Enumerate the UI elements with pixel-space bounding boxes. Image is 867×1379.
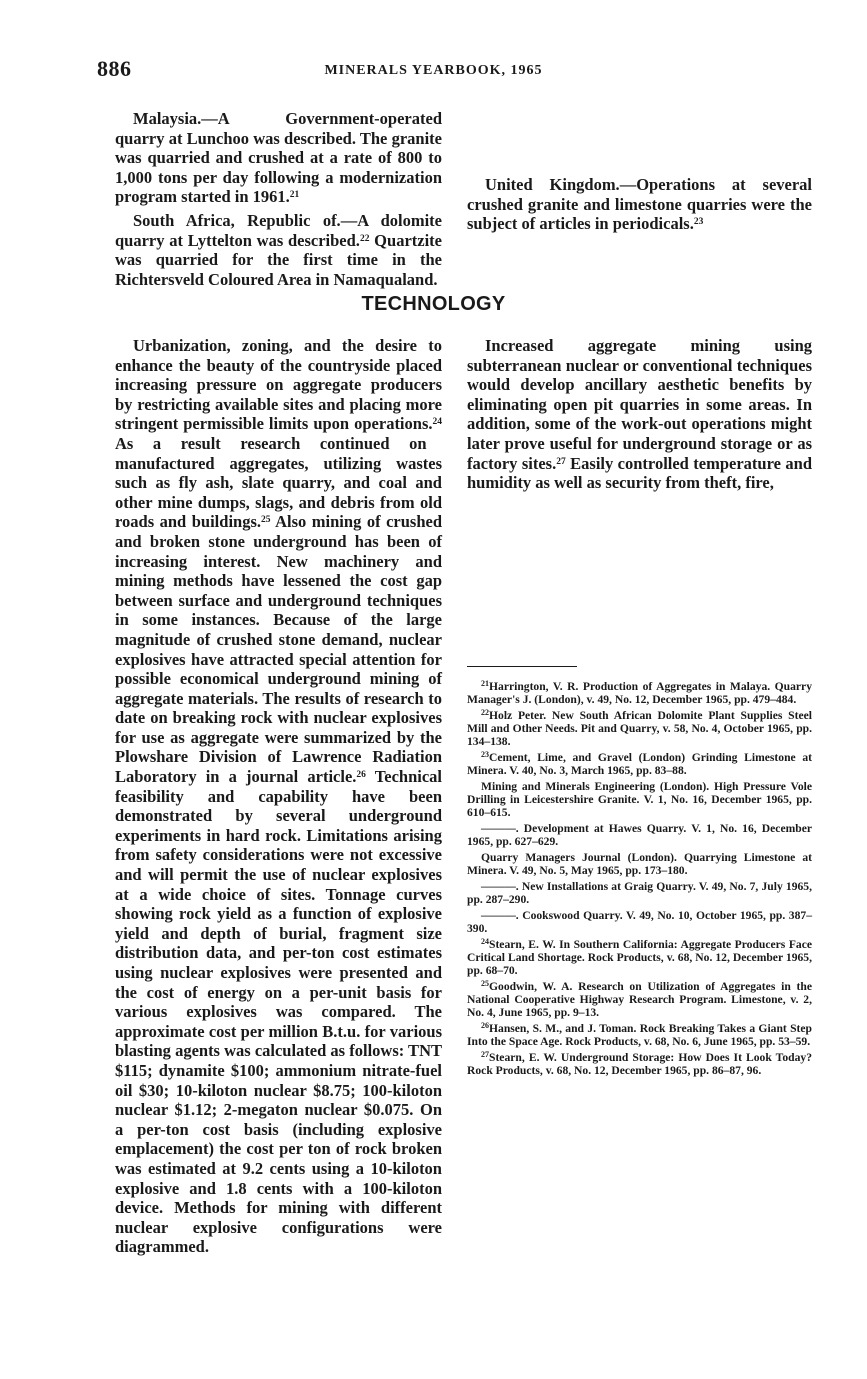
footnote-item [467, 1022, 812, 1048]
intro-left-column [115, 109, 442, 289]
technology-paragraph-2 [467, 336, 812, 493]
paragraph-united-kingdom [467, 175, 812, 234]
footnote-text: Hansen, S. M., and J. Toman. Rock Breaking Takes a Giant Step Into the Space Age. Rock Products, v. 68, No. 6, June 1965, pp. 53–59. [467, 1021, 812, 1049]
footnote-number: 26 [481, 1020, 489, 1030]
footnote-text: Stearn, E. W. In Southern California: Aggregate Producers Face Critical Land Shortage. Rock Products, v. 68, No. 12, December 1965, pp. 68–70. [467, 937, 812, 978]
footnote-item [467, 680, 812, 706]
technology-p2-text-a: Increased aggregate mining using subterranean nuclear or conventional techniques would develop ancillary aesthetic benefits by eliminating open pit quarries in some areas. In addition, some of the work-out operations might later prove useful for underground storage or as factory sites. [467, 336, 812, 473]
footnote-ref-21: 21 [289, 190, 300, 201]
footnote-item [467, 780, 812, 820]
footnote-text: Cement, Lime, and Gravel (London) Grinding Limestone at Minera. V. 40, No. 3, March 1965, pp. 83–88. [467, 751, 812, 778]
footnote-text: Mining and Minerals Engineering (London). High Pressure Vole Drilling in Leicestershire Granite. V. 1, No. 16, December 1965, pp. 610–615. [467, 779, 812, 820]
technology-left-column [115, 336, 442, 1257]
footnote-text: ———. New Installations at Graig Quarry. V. 49, No. 7, July 1965, pp. 287–290. [467, 879, 812, 907]
technology-p2-text-b: Easily controlled temperature and humidity as well as security from theft, fire, [467, 453, 812, 493]
technology-p1-text-a: Urbanization, zoning, and the desire to enhance the beauty of the countryside placed increasing pressure on aggregate producers by restricting available sites and placing more stringent permissible limits upon operations. [115, 336, 442, 434]
footnote-item [467, 822, 812, 848]
footnote-text: Goodwin, W. A. Research on Utilization of Aggregates in the National Cooperative Highway Research Program. Limestone, v. 2, No. 4, June 1965, pp. 9–13. [467, 979, 812, 1020]
footnote-text: ———. Development at Hawes Quarry. V. 1, No. 16, December 1965, pp. 627–629. [467, 822, 812, 849]
footnote-text: Quarry Managers Journal (London). Quarrying Limestone at Minera. V. 49, No. 5, May 1965, pp. 173–180. [467, 850, 812, 878]
footnote-item [467, 909, 812, 935]
footnote-number: 27 [481, 1049, 489, 1059]
footnote-rule [467, 666, 577, 667]
page-number: 886 [97, 56, 132, 81]
footnote-number: 21 [481, 679, 489, 688]
footnote-item [467, 980, 812, 1020]
technology-p1-text-c: Also mining of crushed and broken stone underground has been of increasing interest. New machinery and mining methods have lessened the cost gap between surface and underground techniques in some instances. Because of the large magnitude of crushed stone demand, nuclear explosives have attracted special attention for possible economical underground mining of aggregate materials. The results of research to date on breaking rock with nuclear explosives for use as aggregate were summarized by the Plowshare Division of Lawrence Radiation Laboratory in a journal article. [115, 512, 442, 787]
footnote-ref-25: 25 [261, 515, 271, 526]
technology-p1-text-d: Technical feasibility and capability have been demonstrated by several underground experiments in hard rock. Limitations arising from safety considerations were not excessive and will permit the use of nuclear explosives at a wide choice of sites. Tonnage curves showing rock yield as a function of explosive yield and depth of burial, fragment size distribution data, and per-ton cost estimates using nuclear explosives were presented and the cost of energy on a per-unit basis for various explosives was compared. The approximate cost per million B.t.u. for various blasting agents was calculated as follows: TNT $115; dynamite $100; ammonium nitrate-fuel oil $30; 10-kiloton nuclear $8.75; 100-kiloton nuclear $1.12; 2-megaton nuclear $0.075. On a per-ton cost basis (including explosive emplacement) the cost per ton of rock broken was estimated at 9.2 cents using a 10-kiloton explosive and 1.8 cents with a 100-kiloton device. Methods for mining with different nuclear explosive configurations were diagrammed. [115, 767, 442, 1257]
footnote-number: 25 [481, 978, 489, 988]
uk-text: —Operations at several crushed granite and limestone quarries were the subject of articles in periodicals. [467, 175, 812, 234]
footnote-item [467, 880, 812, 906]
section-heading-technology: TECHNOLOGY [361, 293, 506, 315]
footnote-text: Stearn, E. W. Underground Storage: How Does It Look Today? Rock Products, v. 68, No. 12, December 1965, pp. 86–87, 96. [467, 1050, 812, 1077]
intro-right-column [467, 109, 812, 234]
footnote-ref-27: 27 [556, 456, 566, 467]
malaysia-text: —A Government-operated quarry at Lunchoo was described. The granite was quarried and crushed at a rate of 800 to 1,000 tons per day following a modernization program started in 1961. [115, 109, 442, 207]
paragraph-south-africa [115, 211, 442, 289]
footnote-text: Holz Peter. New South African Dolomite Plant Supplies Steel Mill and Other Needs. Pit and Quarry, v. 58, No. 4, October 1965, pp. 134–138. [467, 708, 812, 749]
footnote-number: 23 [481, 750, 489, 760]
footnote-item [467, 709, 812, 749]
footnote-item [467, 938, 812, 978]
south-africa-text: —A dolomite quarry at Lyttelton was described. [115, 210, 442, 250]
country-heading-united-kingdom: United Kingdom. [485, 175, 620, 194]
country-heading-south-africa: South Africa, Republic of. [133, 210, 341, 230]
country-heading-malaysia: Malaysia. [133, 109, 202, 128]
footnote-number: 22 [481, 707, 489, 717]
footnote-ref-23: 23 [693, 217, 704, 228]
footnote-ref-26: 26 [356, 770, 366, 781]
footnote-text: Harrington, V. R. Production of Aggregates in Malaya. Quarry Manager's J. (London), v. 49, No. 12, December 1965, pp. 479–484. [467, 680, 812, 707]
footnote-ref-22: 22 [359, 233, 370, 244]
technology-right-column [467, 336, 812, 493]
south-africa-text-continued: Quartzite was quarried for the first time in the Richtersveld Coloured Area in Namaqualand. [115, 230, 442, 289]
paragraph-malaysia [115, 109, 442, 207]
footnote-ref-24: 24 [432, 417, 442, 428]
footnote-item [467, 851, 812, 877]
footnotes [467, 680, 812, 1080]
technology-paragraph-1 [115, 336, 442, 1257]
footnote-number: 24 [481, 936, 489, 946]
technology-p1-text-b: As a result research continued on manufactured aggregates, utilizing wastes such as fly ash, slate quarry, and coal and other mine dumps, slags, and debris from old roads and buildings. [115, 433, 442, 532]
footnote-item [467, 751, 812, 777]
running-head: MINERALS YEARBOOK, 1965 [324, 63, 543, 78]
footnote-text: ———. Cookswood Quarry. V. 49, No. 10, October 1965, pp. 387–390. [467, 908, 812, 935]
footnote-item [467, 1051, 812, 1077]
